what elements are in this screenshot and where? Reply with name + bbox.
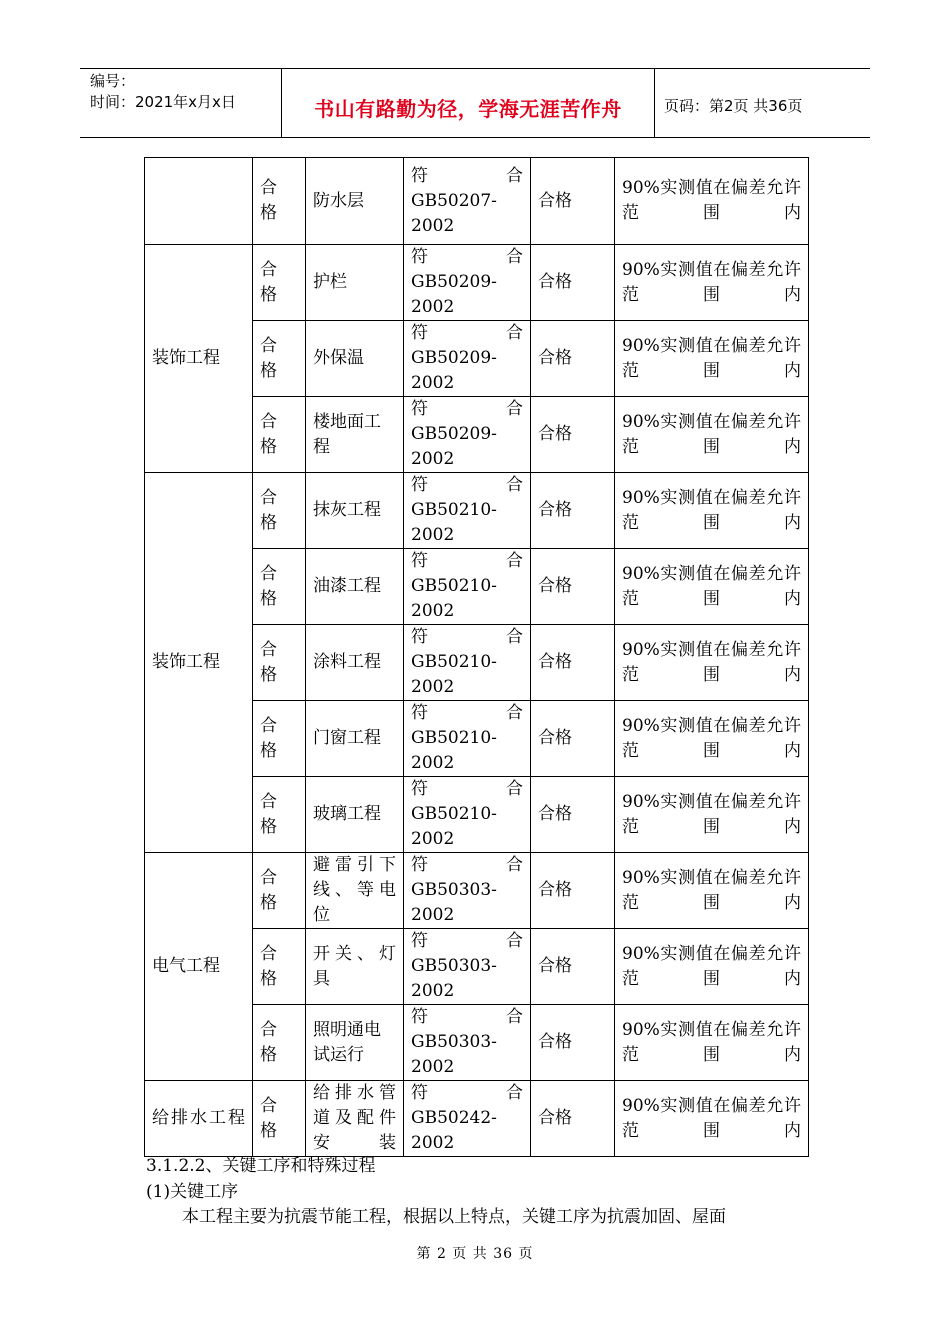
standard-cell <box>404 321 531 397</box>
grade-text: 合格 <box>260 487 277 533</box>
standard-year: 2002 <box>411 1057 455 1077</box>
standard-year: 2002 <box>411 601 455 621</box>
standard-prefix: 符 <box>411 247 428 267</box>
grade-text: 合格 <box>260 639 277 685</box>
grade-text: 合格 <box>260 1095 277 1141</box>
item-cell: 开关、灯具 <box>306 929 404 1005</box>
section-heading: 3.1.2.2、关键工序和特殊过程 <box>146 1156 376 1176</box>
standard-suffix: 合 <box>506 247 523 267</box>
standard-cell <box>404 1005 531 1081</box>
item-cell: 玻璃工程 <box>306 777 404 853</box>
standard-code: GB50210- <box>411 804 497 824</box>
standard-suffix: 合 <box>506 931 523 951</box>
standard-year: 2002 <box>411 525 455 545</box>
note-cell: 90%实测值在偏差允许范围内 <box>615 321 809 397</box>
page-header <box>80 68 870 138</box>
standard-suffix: 合 <box>506 1007 523 1027</box>
grade-cell <box>253 625 306 701</box>
grade-cell <box>253 1005 306 1081</box>
standard-cell <box>404 473 531 549</box>
grade-cell <box>253 777 306 853</box>
item-cell: 避雷引下线、等电位 <box>306 853 404 929</box>
item-cell: 抹灰工程 <box>306 473 404 549</box>
standard-suffix: 合 <box>506 399 523 419</box>
note-cell: 90%实测值在偏差允许范围内 <box>615 929 809 1005</box>
standard-prefix: 符 <box>411 627 428 647</box>
item-cell: 门窗工程 <box>306 701 404 777</box>
grade-cell <box>253 549 306 625</box>
standard-prefix: 符 <box>411 1007 428 1027</box>
note-cell: 90%实测值在偏差允许范围内 <box>615 1005 809 1081</box>
document-number-label: 编号： <box>90 72 136 90</box>
grade-text: 合格 <box>260 563 277 609</box>
standard-code: GB50210- <box>411 500 497 520</box>
standard-prefix: 符 <box>411 855 428 875</box>
standard-prefix: 符 <box>411 1083 428 1103</box>
note-cell: 90%实测值在偏差允许范围内 <box>615 777 809 853</box>
result-cell: 合格 <box>531 158 615 245</box>
standard-suffix: 合 <box>506 165 523 186</box>
category-cell: 给排水工程 <box>145 1081 253 1157</box>
standard-code: GB50210- <box>411 728 497 748</box>
item-cell: 护栏 <box>306 245 404 321</box>
standard-year: 2002 <box>411 981 455 1001</box>
standard-code: GB50210- <box>411 652 497 672</box>
standard-suffix: 合 <box>506 779 523 799</box>
result-cell: 合格 <box>531 245 615 321</box>
note-cell: 90%实测值在偏差允许范围内 <box>615 549 809 625</box>
standard-code: GB50209- <box>411 348 497 368</box>
table-row <box>145 158 809 245</box>
grade-text: 合格 <box>260 178 277 223</box>
header-page-info: 页码：第2页 共36页 <box>664 97 803 115</box>
category-cell <box>145 158 253 245</box>
grade-text: 合格 <box>260 943 277 989</box>
standard-cell <box>404 853 531 929</box>
standard-year: 2002 <box>411 905 455 925</box>
result-cell: 合格 <box>531 1081 615 1157</box>
header-motto: 书山有路勤为径，学海无涯苦作舟 <box>314 97 622 121</box>
grade-cell <box>253 853 306 929</box>
standard-code: GB50209- <box>411 424 497 444</box>
standard-cell <box>404 158 531 245</box>
item-cell: 外保温 <box>306 321 404 397</box>
standard-year: 2002 <box>411 753 455 773</box>
category-cell: 装饰工程 <box>145 245 253 473</box>
standard-code: GB50303- <box>411 956 497 976</box>
standard-suffix: 合 <box>506 855 523 875</box>
standard-cell <box>404 701 531 777</box>
standard-prefix: 符 <box>411 703 428 723</box>
standard-year: 2002 <box>411 373 455 393</box>
standard-cell <box>404 245 531 321</box>
standard-code: GB50303- <box>411 1032 497 1052</box>
grade-text: 合格 <box>260 411 277 457</box>
standard-prefix: 符 <box>411 551 428 571</box>
standard-code: GB50242- <box>411 1108 497 1128</box>
standard-suffix: 合 <box>506 703 523 723</box>
standard-year: 2002 <box>411 1133 455 1153</box>
result-cell: 合格 <box>531 397 615 473</box>
grade-text: 合格 <box>260 791 277 837</box>
item-cell: 油漆工程 <box>306 549 404 625</box>
grade-text: 合格 <box>260 1019 277 1065</box>
header-page-cell <box>654 69 870 137</box>
standard-year: 2002 <box>411 449 455 469</box>
standard-year: 2002 <box>411 829 455 849</box>
result-cell: 合格 <box>531 549 615 625</box>
grade-cell <box>253 158 306 245</box>
table-row <box>145 245 809 321</box>
standard-prefix: 符 <box>411 475 428 495</box>
standard-suffix: 合 <box>506 323 523 343</box>
standard-prefix: 符 <box>411 779 428 799</box>
standard-prefix: 符 <box>411 165 428 186</box>
standard-code: GB50207- <box>411 190 497 211</box>
standard-suffix: 合 <box>506 627 523 647</box>
category-cell: 电气工程 <box>145 853 253 1081</box>
result-cell: 合格 <box>531 701 615 777</box>
result-cell: 合格 <box>531 853 615 929</box>
category-cell: 装饰工程 <box>145 473 253 853</box>
grade-cell <box>253 929 306 1005</box>
table-row <box>145 1081 809 1157</box>
grade-text: 合格 <box>260 259 277 305</box>
note-cell: 90%实测值在偏差允许范围内 <box>615 625 809 701</box>
standard-year: 2002 <box>411 677 455 697</box>
header-motto-cell <box>281 69 655 137</box>
standard-prefix: 符 <box>411 323 428 343</box>
document-time-label: 时间：2021年x月x日 <box>90 93 236 111</box>
standard-code: GB50209- <box>411 272 497 292</box>
sub-heading: (1)关键工序 <box>146 1182 239 1202</box>
standard-suffix: 合 <box>506 475 523 495</box>
item-cell: 涂料工程 <box>306 625 404 701</box>
result-cell: 合格 <box>531 473 615 549</box>
grade-cell <box>253 473 306 549</box>
table-row <box>145 473 809 549</box>
note-cell: 90%实测值在偏差允许范围内 <box>615 473 809 549</box>
grade-cell <box>253 1081 306 1157</box>
item-cell: 楼地面工程 <box>306 397 404 473</box>
standard-cell <box>404 777 531 853</box>
grade-text: 合格 <box>260 715 277 761</box>
standard-cell <box>404 929 531 1005</box>
result-cell: 合格 <box>531 777 615 853</box>
item-cell: 防水层 <box>306 158 404 245</box>
standard-cell <box>404 1081 531 1157</box>
grade-cell <box>253 245 306 321</box>
result-cell: 合格 <box>531 321 615 397</box>
inspection-table <box>144 157 809 1157</box>
standard-cell <box>404 625 531 701</box>
note-cell: 90%实测值在偏差允许范围内 <box>615 397 809 473</box>
result-cell: 合格 <box>531 1005 615 1081</box>
standard-suffix: 合 <box>506 1083 523 1103</box>
result-cell: 合格 <box>531 929 615 1005</box>
header-meta-cell <box>80 69 281 137</box>
standard-cell <box>404 397 531 473</box>
standard-code: GB50210- <box>411 576 497 596</box>
item-cell: 照明通电试运行 <box>306 1005 404 1081</box>
grade-text: 合格 <box>260 867 277 913</box>
standard-prefix: 符 <box>411 399 428 419</box>
grade-cell <box>253 701 306 777</box>
note-cell: 90%实测值在偏差允许范围内 <box>615 1081 809 1157</box>
standard-year: 2002 <box>411 297 455 317</box>
result-cell: 合格 <box>531 625 615 701</box>
grade-text: 合格 <box>260 335 277 381</box>
grade-cell <box>253 321 306 397</box>
standard-prefix: 符 <box>411 931 428 951</box>
standard-year: 2002 <box>411 215 455 236</box>
standard-code: GB50303- <box>411 880 497 900</box>
page-footer: 第 2 页 共 36 页 <box>416 1246 534 1262</box>
standard-suffix: 合 <box>506 551 523 571</box>
note-cell: 90%实测值在偏差允许范围内 <box>615 158 809 245</box>
body-paragraph: 本工程主要为抗震节能工程，根据以上特点，关键工序为抗震加固、屋面 <box>182 1207 726 1227</box>
note-cell: 90%实测值在偏差允许范围内 <box>615 245 809 321</box>
note-cell: 90%实测值在偏差允许范围内 <box>615 853 809 929</box>
grade-cell <box>253 397 306 473</box>
table-row <box>145 853 809 929</box>
note-cell: 90%实测值在偏差允许范围内 <box>615 701 809 777</box>
standard-cell <box>404 549 531 625</box>
item-cell: 给排水管道及配件安装 <box>306 1081 404 1157</box>
